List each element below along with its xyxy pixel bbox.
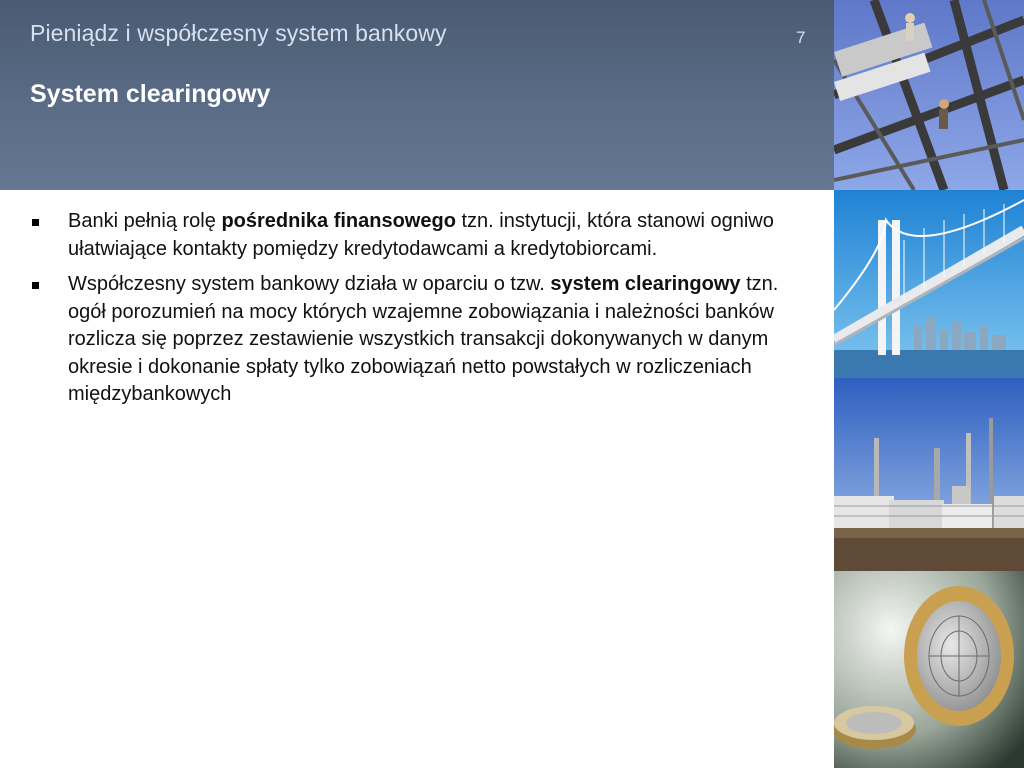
square-bullet-icon xyxy=(32,282,39,289)
header-title: Pieniądz i współczesny system bankowy xyxy=(30,20,447,46)
bullet-text-post: tzn. instytucji, która stanowi ogniwo ułatwiające kontakty pomiędzy kredytodawcami a kredytobiorcami. xyxy=(68,210,774,260)
bullet-text-bold: system clearingowy xyxy=(550,273,741,295)
bullet-text-pre: Banki pełnią rolę xyxy=(68,210,222,232)
side-image-strip xyxy=(834,0,1024,768)
bullet-list xyxy=(30,208,810,417)
refinery-photo xyxy=(834,378,1024,571)
bullet-text-post: tzn. ogół porozumień na mocy których wzajemne zobowiązania i należności banków rozlicza się poprzez zestawienie wszystkich transakcji dokonywanych w danym okresie i dokonanie spłaty tylko zobowiązań netto powstałych w rozliczeniach międzybankowych xyxy=(68,273,779,405)
bullet-item xyxy=(30,271,810,409)
square-bullet-icon xyxy=(32,219,39,226)
coins-photo xyxy=(834,571,1024,768)
construction-photo xyxy=(834,0,1024,190)
section-title: System clearingowy xyxy=(30,80,271,108)
slide-number: 7 xyxy=(796,28,806,47)
bullet-text-pre: Współczesny system bankowy działa w oparciu o tzw. xyxy=(68,273,551,295)
bullet-item xyxy=(30,208,810,263)
slide-header xyxy=(0,0,834,190)
bullet-text-bold: pośrednika finansowego xyxy=(221,210,456,232)
bridge-photo xyxy=(834,190,1024,378)
